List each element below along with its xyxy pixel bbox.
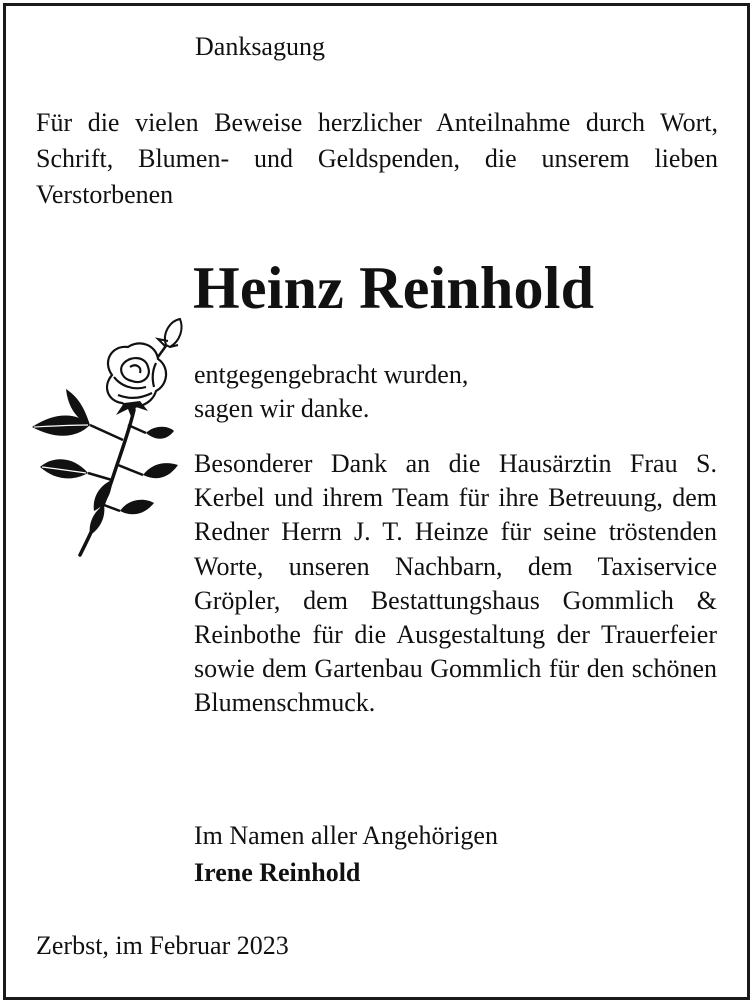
signoff-text: Im Namen aller Angehörigen xyxy=(194,821,498,850)
special-thanks-paragraph: Besonderer Dank an die Hausärztin Frau S. Kerbel und ihrem Team für ihre Betreuung, dem Redner Herrn J. T. Heinze für seine tröstenden Worte, unseren Nachbarn, dem Taxiservice Gröpler, dem Bestattungshaus Gommlich & Reinbothe für die Ausgestaltung der Trauerfeier sowie dem Gartenbau Gommlich für den schönen Blumenschmuck. xyxy=(194,449,717,718)
rose-icon xyxy=(28,315,188,560)
signer-name: Irene Reinhold xyxy=(194,858,361,887)
received-line-1: entgegengebracht wurden, xyxy=(194,360,469,389)
received-paragraph xyxy=(194,358,468,426)
deceased-name: Heinz Reinhold xyxy=(193,255,595,321)
received-line-2: sagen wir danke. xyxy=(194,394,370,423)
place-date: Zerbst, im Februar 2023 xyxy=(36,931,289,960)
intro-paragraph: Für die vielen Beweise herzlicher Anteilnahme durch Wort, Schrift, Blumen- und Geldspenden, die unserem lieben Verstorbenen xyxy=(36,108,718,209)
notice-heading: Danksagung xyxy=(195,32,325,61)
